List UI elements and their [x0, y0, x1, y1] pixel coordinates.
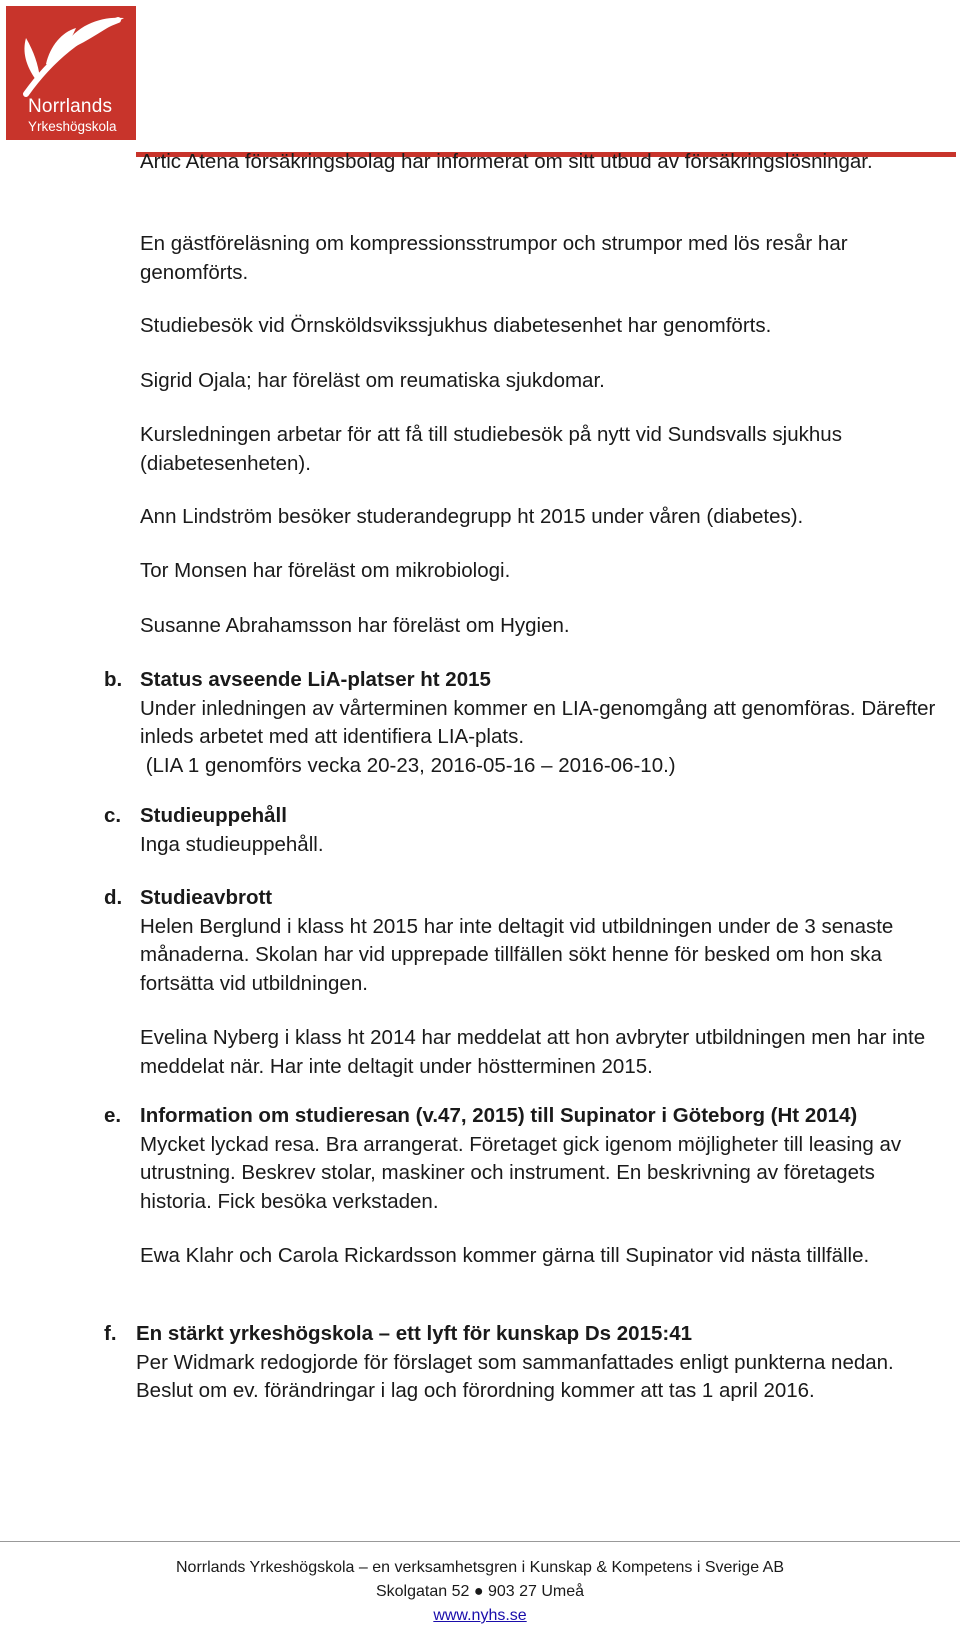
- paragraph: Ann Lindström besöker studerandegrupp ht 2015 under våren (diabetes).: [140, 505, 804, 528]
- section-letter: f.: [104, 1322, 117, 1345]
- section-title: Studieuppehåll: [140, 804, 287, 827]
- section-text: Mycket lyckad resa. Bra arrangerat. Företaget gick igenom möjligheter till leasing av utrustning. Beskrev stolar, maskiner och instrument. En beskrivning av företagets historia. Fick besöka verkstaden.: [140, 1132, 902, 1213]
- paragraph: Artic Atena försäkringsbolag har informerat om sitt utbud av försäkringslösningar.: [140, 150, 873, 173]
- section-text: Ewa Klahr och Carola Rickardsson kommer gärna till Supinator vid nästa tillfälle.: [140, 1244, 870, 1267]
- section-letter: c.: [104, 804, 122, 827]
- section-text: Per Widmark redogjorde för förslaget som sammanfattades enligt punkterna nedan. Beslut om ev. förändringar i lag och förordning kommer att tas 1 april 2016.: [136, 1350, 894, 1402]
- section-text: Helen Berglund i klass ht 2015 har inte deltagit vid utbildningen under de 3 senaste månaderna. Skolan har vid upprepade tillfällen sökt henne för besked om hon ska fortsätta vid utbildningen.: [140, 914, 894, 995]
- footer-org: Norrlands Yrkeshögskola – en verksamhetsgren i Kunskap & Kompetens i Sverige AB: [175, 1559, 785, 1576]
- logo: [6, 6, 136, 140]
- section-title: Information om studieresan (v.47, 2015) till Supinator i Göteborg (Ht 2014): [140, 1104, 858, 1127]
- section-text: Evelina Nyberg i klass ht 2014 har meddelat att hon avbryter utbildningen men har inte meddelat när. Har inte deltagit under höstterminen 2015.: [140, 1026, 926, 1078]
- section-letter: b.: [104, 668, 123, 691]
- section-letter: d.: [104, 886, 123, 909]
- section-text: Inga studieuppehåll.: [140, 832, 324, 856]
- paragraph: Susanne Abrahamsson har föreläst om Hygien.: [140, 614, 570, 637]
- paragraph: Tor Monsen har föreläst om mikrobiologi.: [140, 559, 511, 582]
- paragraph: En gästföreläsning om kompressionsstrumpor och strumpor med lös resår har genomförts.: [140, 232, 848, 284]
- footer-address: Skolgatan 52 ● 903 27 Umeå: [375, 1583, 585, 1600]
- footer-divider: [0, 1541, 960, 1542]
- logo-line2: Yrkeshögskola: [28, 119, 117, 134]
- section-title: Status avseende LiA-platser ht 2015: [140, 668, 491, 691]
- section-title: Studieavbrott: [140, 886, 273, 909]
- paragraph: Studiebesök vid Örnsköldsvikssjukhus diabetesenhet har genomförts.: [140, 314, 772, 337]
- logo-line1: Norrlands: [28, 96, 113, 117]
- section-title: En stärkt yrkeshögskola – ett lyft för kunskap Ds 2015:41: [136, 1322, 693, 1345]
- section-text: Under inledningen av vårterminen kommer en LIA-genomgång att genomföras. Därefter inleds arbetet med att identifiera LIA-plats.: [140, 696, 936, 748]
- section-text: (LIA 1 genomförs vecka 20-23, 2016-05-16 – 2016-06-10.): [140, 753, 676, 777]
- paragraph: Sigrid Ojala; har föreläst om reumatiska sjukdomar.: [140, 369, 605, 392]
- section-letter: e.: [104, 1104, 122, 1127]
- footer-website-link[interactable]: www.nyhs.se: [433, 1607, 527, 1624]
- paragraph: Kursledningen arbetar för att få till studiebesök på nytt vid Sundsvalls sjukhus (diabetesenheten).: [140, 423, 842, 475]
- footer: [0, 1556, 960, 1628]
